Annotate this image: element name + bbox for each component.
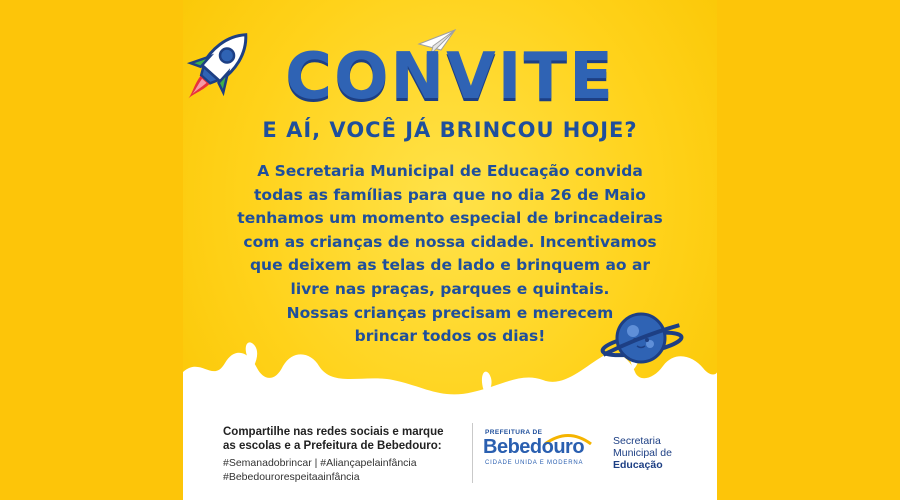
body-line: com as crianças de nossa cidade. Incentivamos <box>243 232 657 251</box>
footer-divider <box>472 423 473 483</box>
share-line: Compartilhe nas redes sociais e marque <box>223 426 444 438</box>
hashtags-line: #Bebedourorespeitaainfância <box>223 470 360 483</box>
invitation-subtitle: E AÍ, VOCÊ JÁ BRINCOU HOJE? <box>262 118 638 142</box>
invitation-title: CONVITE <box>285 40 615 114</box>
prefeitura-logo <box>483 429 595 469</box>
body-line: tenhamos um momento especial de brincadeiras <box>237 209 663 227</box>
closing-line: brincar todos os dias! <box>354 327 546 345</box>
share-text <box>223 425 463 453</box>
body-line: A Secretaria Municipal de Educação convida <box>257 162 643 180</box>
closing-line: Nossas crianças precisam e merecem <box>286 304 614 322</box>
share-block <box>223 425 463 484</box>
secretaria-label <box>613 435 713 471</box>
logo-name: Bebedouro <box>483 436 585 458</box>
right-yellow-margin <box>717 0 900 500</box>
secretaria-line: Municipal de <box>613 447 672 459</box>
logo-tagline: CIDADE UNIDA E MODERNA <box>485 460 584 466</box>
body-line: livre nas praças, parques e quintais. <box>290 279 610 298</box>
secretaria-line: Secretaria <box>613 435 661 447</box>
hashtags-line: #Semanadobrincar | #Aliançapelainfância <box>223 457 417 469</box>
body-line: que deixem as telas de lado e brinquem ao ar <box>249 256 651 274</box>
poster-footer <box>183 415 717 500</box>
secretaria-line: Educação <box>613 459 663 471</box>
invitation-closing <box>223 302 677 348</box>
invitation-poster <box>183 0 717 500</box>
invitation-body <box>205 160 695 301</box>
body-line: todas as famílias para que no dia 26 de Maio <box>254 185 646 204</box>
share-line: as escolas e a Prefeitura de Bebedouro: <box>223 440 442 452</box>
logo-kicker: PREFEITURA DE <box>485 429 543 436</box>
left-yellow-margin <box>0 0 183 500</box>
